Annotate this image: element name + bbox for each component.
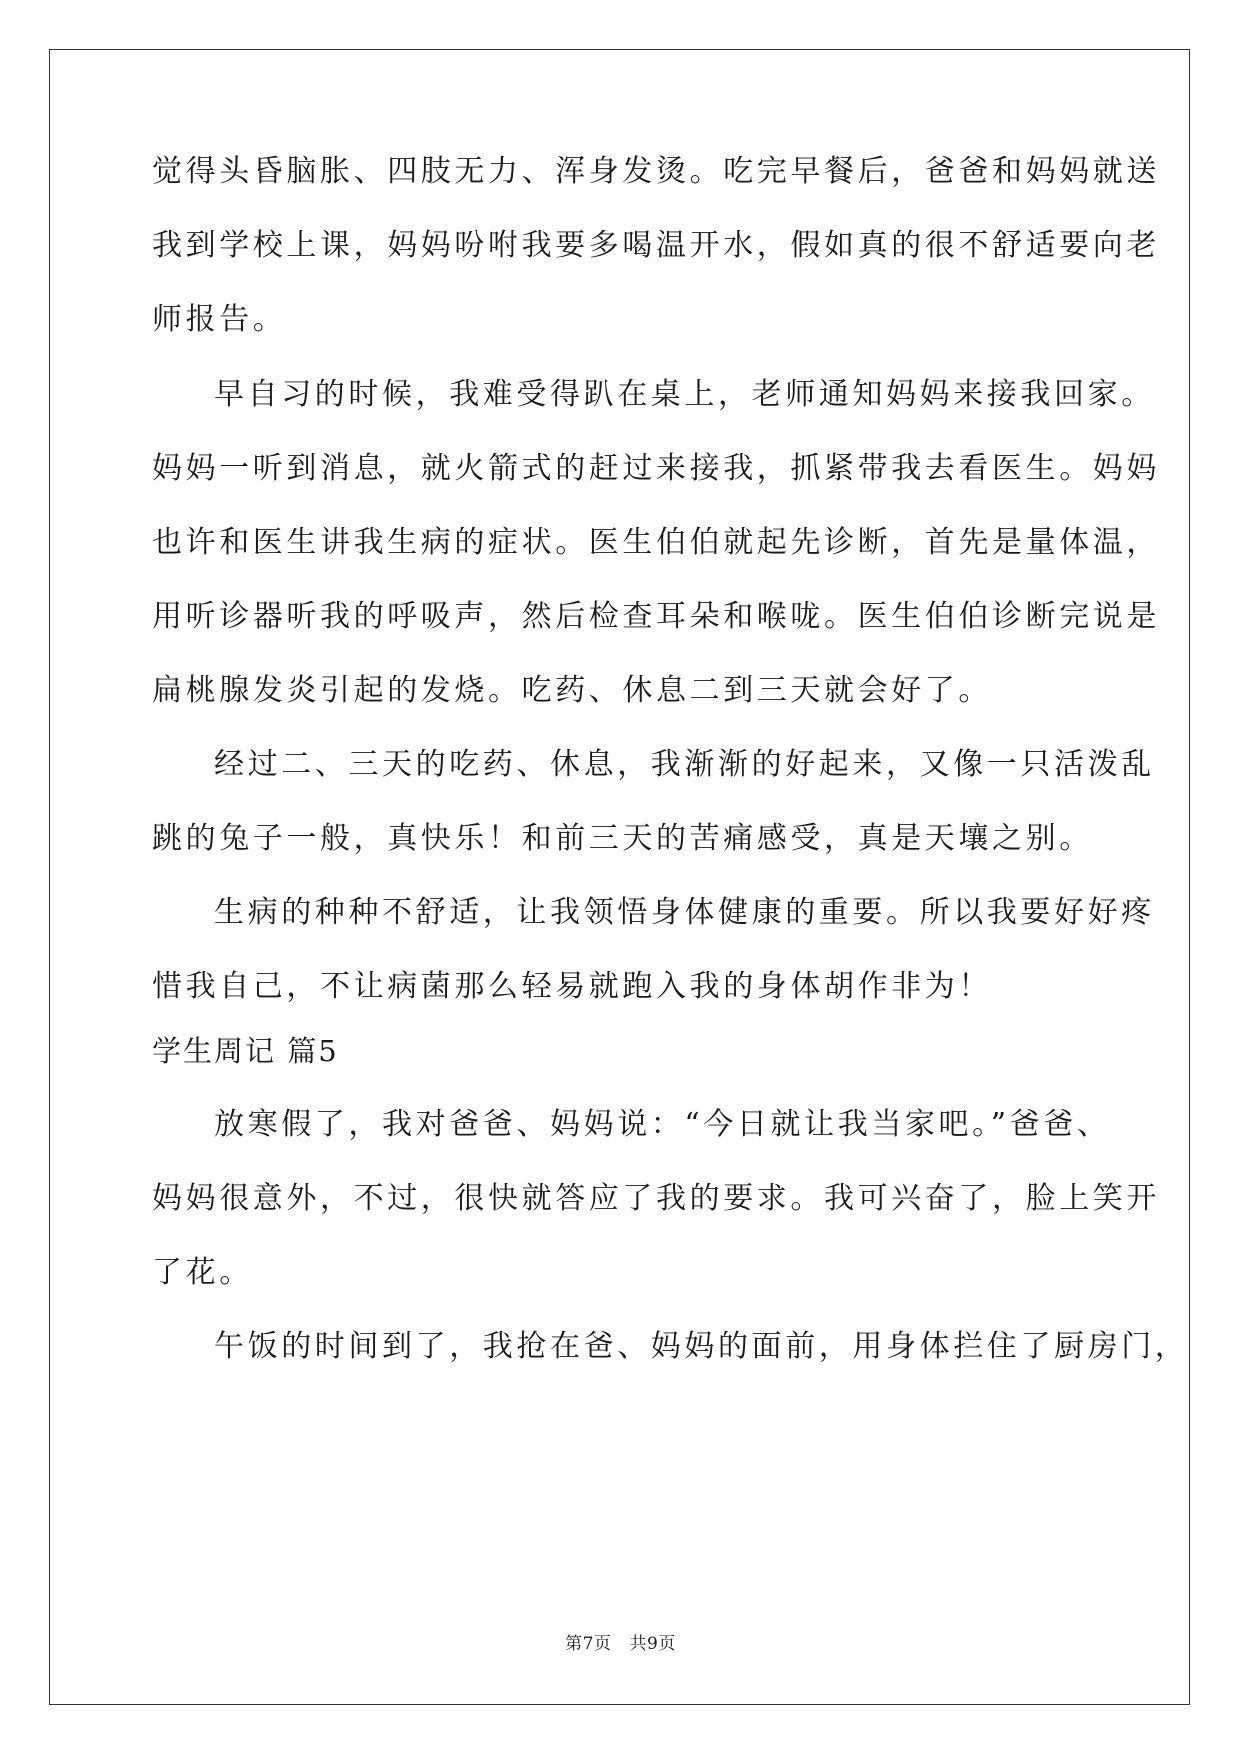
- page-total: 共9页: [629, 1634, 676, 1654]
- paragraph-line: 用听诊器听我的呼吸声，然后检查耳朵和喉咙。医生伯伯诊断完说是: [152, 599, 1160, 634]
- paragraph-line: 扁桃腺发炎引起的发烧。吃药、休息二到三天就会好了。: [152, 673, 992, 708]
- paragraph-line: 放寒假了，我对爸爸、妈妈说：“今日就让我当家吧。”爸爸、: [214, 1107, 1111, 1142]
- page-footer: [0, 1632, 1241, 1656]
- paragraph-line: 午饭的时间到了，我抢在爸、妈妈的面前，用身体拦住了厨房门，: [214, 1329, 1189, 1364]
- paragraph-line: 跳的兔子一般，真快乐！和前三天的苦痛感受，真是天壤之别。: [152, 821, 1093, 856]
- paragraph-line: 师报告。: [152, 302, 287, 337]
- paragraph-line: 了花。: [152, 1255, 253, 1290]
- paragraph-line: 妈妈一听到消息，就火箭式的赶过来接我，抓紧带我去看医生。妈妈: [152, 451, 1160, 486]
- paragraph-line: 妈妈很意外，不过，很快就答应了我的要求。我可兴奋了，脸上笑开: [152, 1181, 1160, 1216]
- paragraph-line: 生病的种种不舒适，让我领悟身体健康的重要。所以我要好好疼: [214, 895, 1155, 930]
- paragraph-line: 惜我自己，不让病菌那么轻易就跑入我的身体胡作非为！: [152, 969, 992, 1004]
- page-border: [49, 49, 1190, 1705]
- paragraph-line: 我到学校上课，妈妈吩咐我要多喝温开水，假如真的很不舒适要向老: [152, 228, 1160, 263]
- page-number: 第7页: [565, 1634, 612, 1654]
- section-heading: 学生周记 篇5: [152, 1034, 339, 1068]
- paragraph-line: 早自习的时候，我难受得趴在桌上，老师通知妈妈来接我回家。: [214, 377, 1155, 412]
- paragraph-line: 觉得头昏脑胀、四肢无力、浑身发烫。吃完早餐后，爸爸和妈妈就送: [152, 154, 1160, 189]
- paragraph-line: 也许和医生讲我生病的症状。医生伯伯就起先诊断，首先是量体温，: [152, 525, 1160, 560]
- paragraph-line: 经过二、三天的吃药、休息，我渐渐的好起来，又像一只活泼乱: [214, 747, 1155, 782]
